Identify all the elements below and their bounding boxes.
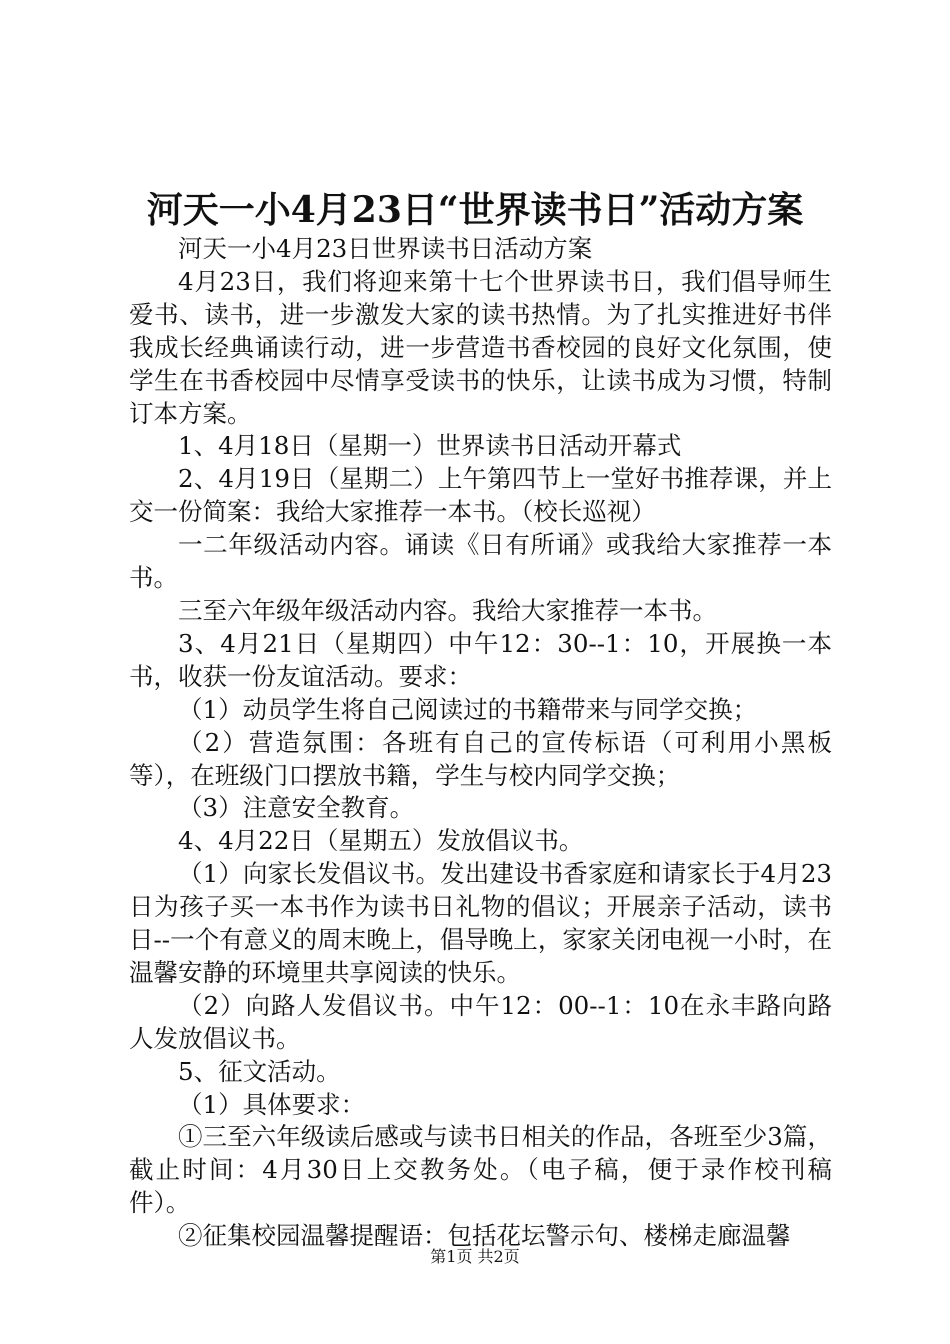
- paragraph-item-5-sub-1: （1）具体要求：: [178, 1089, 366, 1119]
- paragraph-item-3: 3、4月21日（星期四）中午12：30--1：10，开展换一本书，收获一份友谊活动。要求：: [129, 628, 832, 691]
- page-footer: 第1页 共2页: [430, 1247, 520, 1266]
- document-title: 河天一小4月23日“世界读书日”活动方案: [146, 189, 804, 231]
- paragraph-subtitle: 河天一小4月23日世界读书日活动方案: [178, 234, 593, 263]
- paragraph-item-4: 4、4月22日（星期五）发放倡议书。: [178, 826, 584, 856]
- paragraph-item-2: 2、4月19日（星期二）上午第四节上一堂好书推荐课，并上交一份简案：我给大家推荐一本书。（校长巡视）: [129, 464, 832, 527]
- paragraph-item-4-sub-1: （1）向家长发倡议书。发出建设书香家庭和请家长于4月23日为孩子买一本书作为读书日礼物的倡议；开展亲子活动，读书日--一个有意义的周末晚上，倡导晚上，家家关闭电视一小时，在温馨安静的环境里共享阅读的快乐。: [129, 859, 832, 987]
- paragraph-grade-3-6: 三至六年级年级活动内容。我给大家推荐一本书。: [178, 595, 717, 625]
- paragraph-intro: 4月23日，我们将迎来第十七个世界读书日，我们倡导师生爱书、读书，进一步激发大家的读书热情。为了扎实推进好书伴我成长经典诵读行动，进一步营造书香校园的良好文化氛围，使学生在书香校园中尽情享受读书的快乐，让读书成为习惯，特制订本方案。: [129, 266, 832, 428]
- paragraph-item-3-req-3: （3）注意安全教育。: [178, 793, 415, 823]
- document-body: [129, 233, 832, 1253]
- paragraph-item-3-req-1: （1）动员学生将自己阅读过的书籍带来与同学交换；: [178, 694, 758, 724]
- paragraph-item-4-sub-2: （2）向路人发倡议书。中午12：00--1：10在永丰路向路人发放倡议书。: [129, 990, 832, 1053]
- paragraph-grade-1-2: 一二年级活动内容。诵读《日有所诵》或我给大家推荐一本书。: [129, 530, 832, 593]
- paragraph-item-1: 1、4月18日（星期一）世界读书日活动开幕式: [178, 431, 682, 461]
- paragraph-item-5: 5、征文活动。: [178, 1056, 341, 1086]
- paragraph-item-3-req-2: （2）营造氛围：各班有自己的宣传标语（可利用小黑板等），在班级门口摆放书籍，学生与校内同学交换；: [129, 727, 832, 790]
- paragraph-item-5-point-2: ②征集校园温馨提醒语：包括花坛警示句、楼梯走廊温馨: [178, 1221, 791, 1251]
- paragraph-item-5-point-1: ①三至六年级读后感或与读书日相关的作品，各班至少3篇，截止时间：4月30日上交教务处。（电子稿，便于录作校刊稿件）。: [129, 1122, 832, 1218]
